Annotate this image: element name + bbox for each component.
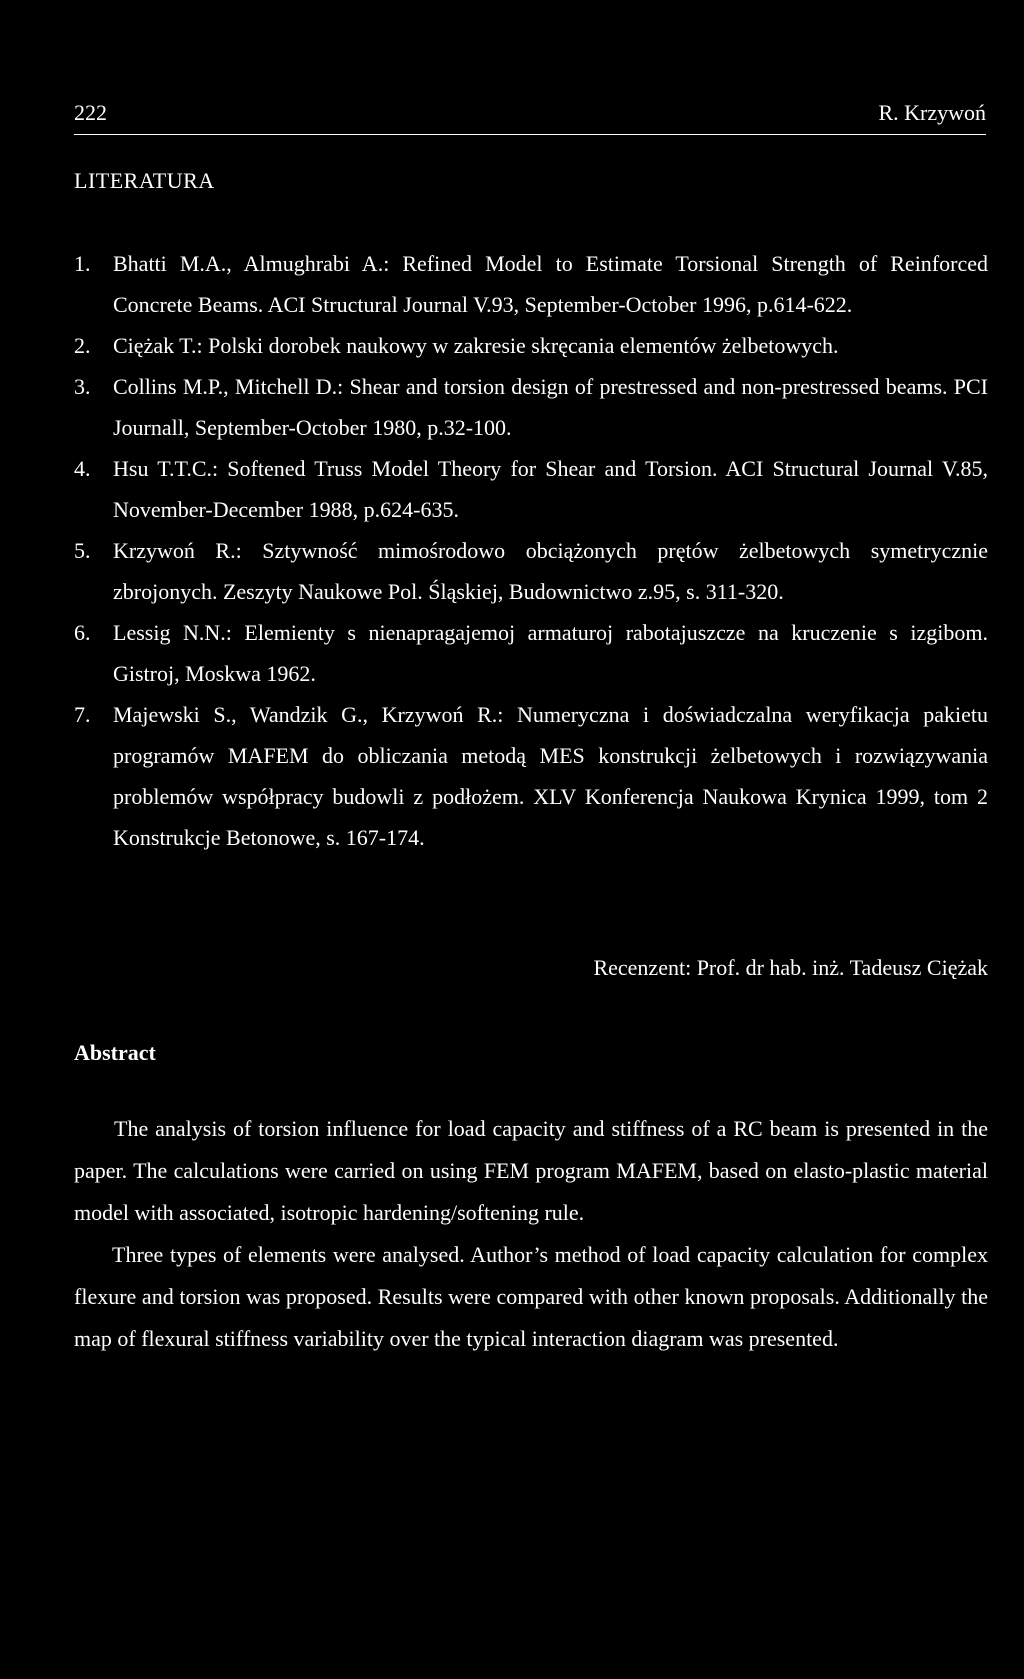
page-number: 222 xyxy=(74,100,107,125)
abstract-body xyxy=(74,1108,988,1360)
reference-number: 1. xyxy=(74,251,91,276)
reference-text: Ciężak T.: Polski dorobek naukowy w zakresie skręcania elementów żelbetowych. xyxy=(113,333,839,358)
reference-list xyxy=(74,243,988,858)
abstract-title: Abstract xyxy=(74,1040,156,1065)
reference-number: 5. xyxy=(74,538,91,563)
reference-number: 4. xyxy=(74,456,91,481)
reference-number: 6. xyxy=(74,620,91,645)
reference-text: Bhatti M.A., Almughrabi A.: Refined Model to Estimate Torsional Strength of Reinforced Concrete Beams. ACI Structural Journal V.93, September-October 1996, p.614-622. xyxy=(113,251,988,317)
reference-text: Collins M.P., Mitchell D.: Shear and torsion design of prestressed and non-prestressed beams. PCI Journall, September-October 1980, p.32-100. xyxy=(113,374,988,440)
reviewer-line: Recenzent: Prof. dr hab. inż. Tadeusz Ciężak xyxy=(593,955,988,980)
reference-item xyxy=(74,243,988,325)
reference-text: Hsu T.T.C.: Softened Truss Model Theory for Shear and Torsion. ACI Structural Journal V.85, November-December 1988, p.624-635. xyxy=(113,456,988,522)
section-title: LITERATURA xyxy=(74,168,215,193)
reference-number: 2. xyxy=(74,333,91,358)
reference-number: 3. xyxy=(74,374,91,399)
running-author: R. Krzywoń xyxy=(878,100,986,125)
reference-text: Krzywoń R.: Sztywność mimośrodowo obciążonych prętów żelbetowych symetrycznie zbrojonych. Zeszyty Naukowe Pol. Śląskiej, Budownictwo z.95, s. 311-320. xyxy=(113,538,988,604)
reference-item xyxy=(74,612,988,694)
reference-item xyxy=(74,448,988,530)
abstract-paragraph: The analysis of torsion influence for load capacity and stiffness of a RC beam is presented in the paper. The calculations were carried on using FEM program MAFEM, based on elasto-plastic material model with associated, isotropic hardening/softening rule. xyxy=(74,1116,988,1225)
reference-number: 7. xyxy=(74,702,91,727)
reference-item xyxy=(74,325,988,366)
reference-item xyxy=(74,366,988,448)
reference-item xyxy=(74,530,988,612)
reference-item xyxy=(74,694,988,858)
abstract-paragraph: Three types of elements were analysed. Author’s method of load capacity calculation for complex flexure and torsion was proposed. Results were compared with other known proposals. Additionally the map of flexural stiffness variability over the typical interaction diagram was presented. xyxy=(74,1242,988,1351)
page-header xyxy=(74,98,986,135)
reference-text: Majewski S., Wandzik G., Krzywoń R.: Numeryczna i doświadczalna weryfikacja pakietu programów MAFEM do obliczania metodą MES konstrukcji żelbetowych i rozwiązywania problemów współpracy budowli z podłożem. XLV Konferencja Naukowa Krynica 1999, tom 2 Konstrukcje Betonowe, s. 167-174. xyxy=(113,702,988,850)
reference-text: Lessig N.N.: Elemienty s nienapragajemoj armaturoj rabotajuszcze na kruczenie s izgibom. Gistroj, Moskwa 1962. xyxy=(113,620,988,686)
